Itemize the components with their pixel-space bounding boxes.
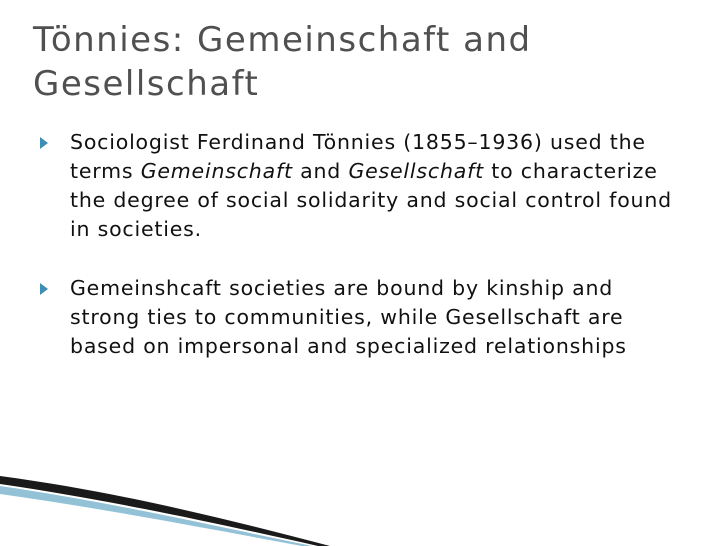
decorative-swoosh bbox=[0, 470, 728, 546]
bullet-text: and bbox=[292, 159, 349, 183]
slide-title: Tönnies: Gemeinschaft and Gesellschaft bbox=[33, 20, 532, 104]
term-gemeinschaft: Gemeinschaft bbox=[140, 159, 293, 183]
triangle-right-icon bbox=[40, 283, 48, 295]
bullet-list bbox=[36, 128, 676, 361]
term-gesellschaft: Gesellschaft bbox=[348, 159, 484, 183]
bullet-text: Gemeinshcaft societies are bound by kinship and strong ties to communities, while Gesellschaft are based on impersonal and specialized relationships bbox=[70, 276, 627, 358]
bullet-text: Sociologist Ferdinand Tönnies (1855–1936) used the terms bbox=[70, 130, 646, 183]
bullet-item bbox=[36, 128, 676, 244]
triangle-right-icon bbox=[40, 137, 48, 149]
bullet-text: to characterize the degree of social solidarity and social control found in societies. bbox=[70, 159, 672, 241]
bullet-item bbox=[36, 274, 676, 361]
